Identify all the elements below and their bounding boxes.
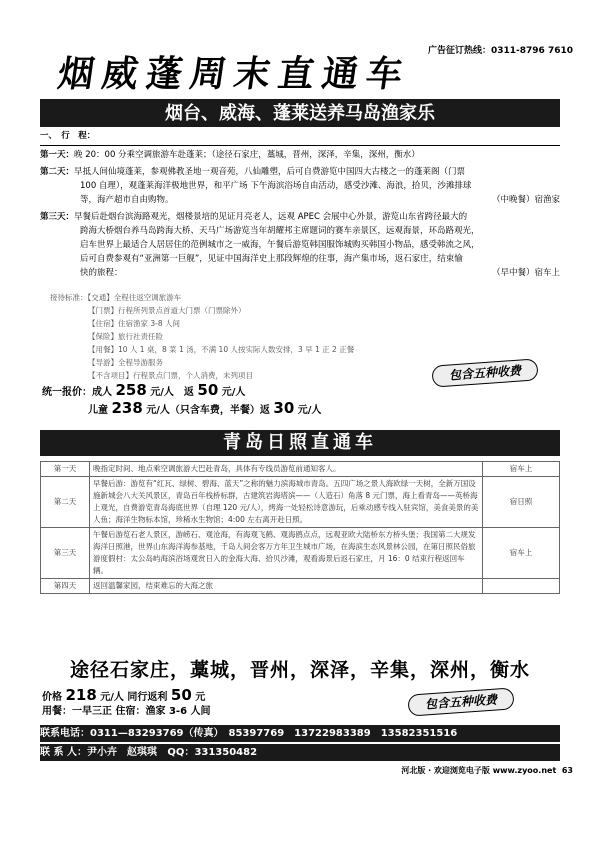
stamp-badge-2: 包含五种收费 — [407, 687, 514, 716]
day2-text-1: 早抵人间仙境蓬莱，参观佛教圣地一观音苑，八仙雕塑，后可自费游览中国四大古楼之一的蓬莱阁（门票 — [74, 167, 466, 177]
stamp-badge-1: 包含五种收费 — [431, 358, 538, 387]
child-price: 238 — [111, 399, 143, 417]
day3-text-1: 早餐后赴烟台滨海路观光，烟楼景培的见证月亮老人，远观 APEC 会展中心外景，游览山东省跨径最大的 — [74, 212, 468, 222]
adult-price: 258 — [115, 381, 147, 399]
adult-rebate-unit: 元/人 — [221, 387, 246, 398]
meal-stay-line — [42, 705, 211, 719]
ad-hotline: 广告征订热线：0311-8796 7610 — [427, 46, 573, 56]
adult-rebate: 50 — [197, 381, 219, 399]
day1-text: 晚 20：00 分乘空调旅游车赴蓬莱；（途径石家庄，藁城，晋州，深泽，辛集，深州，衡水） — [74, 150, 420, 160]
row-stay: 宿车上 — [483, 528, 560, 579]
notes-line-4: 【用餐】10 人 1 桌，8 菜 1 汤，不满 10 人按实际人数安排，3 早 1 正 2 正餐 — [88, 345, 355, 354]
page-number: 63 — [561, 766, 573, 775]
day3-line5 — [40, 267, 560, 281]
price-prefix: 统一报价： — [42, 387, 92, 398]
row-stay: 宿日照 — [483, 477, 560, 528]
itinerary-table — [40, 461, 560, 594]
day2-text-3: 等，海产超市自由购物。 — [80, 195, 174, 205]
day2-label: 第二天： — [40, 167, 75, 177]
phone-label: 联系电话： — [40, 728, 90, 739]
row-content: 晚指定时间、地点乘空调旅游大巴赴青岛，具体有专线员游览前通知客人。 — [90, 462, 483, 477]
price2-value: 218 — [65, 686, 97, 704]
child-rebate: 30 — [273, 399, 295, 417]
rebate2-value: 50 — [170, 686, 192, 704]
row-day: 第一天 — [41, 462, 90, 477]
section2-banner-title: 青岛日照直通车 — [223, 432, 377, 453]
row-content: 午餐后游览石老人景区，游崂石、观沧海，有海观飞鹤、观海鸥点点，远观亚欧大陆桥东方桥头堡；我国第二大规发海洋日照港，世界山东海洋海参基地，千岛人间会客万方年卫生城市广场，在海滨生态风景林公园，在第日照民俗旅游度假村：太公岛屿海滨浴场观赏日入的金海大海、拾贝沙滩，观看海景后返石家庄，月 16：0 结束行程返回车辆。 — [90, 528, 483, 579]
day2-line3 — [40, 194, 560, 208]
notes-line-0: 接待标准：【交通】全程往返空调旅游车 — [50, 293, 182, 302]
contact-person-bar — [40, 744, 560, 761]
itinerary-heading: 一、 行 程： — [40, 131, 96, 141]
price-line-child — [88, 399, 321, 420]
child-desc: 元/人（只含车费，半餐）返 — [146, 405, 270, 416]
child-rebate-unit: 元/人 — [297, 405, 322, 416]
contact-phone-bar — [40, 725, 560, 742]
adult-unit: 元/人 返 — [150, 387, 194, 398]
stay-label: 住宿： — [115, 706, 146, 717]
qq-label: QQ： — [167, 747, 195, 758]
price-line-2 — [42, 686, 205, 707]
child-label: 儿童 — [88, 405, 108, 416]
notes-line-6: 【不含项目】行程景点门票，个人消费，未列项目 — [88, 371, 253, 380]
day2-line2: 100 自理），观蓬莱海洋极地世界，和平广场 下午海滨浴场自由活动，感受沙滩、海浪，拾贝，沙滩排球 — [80, 181, 472, 191]
main-title: 烟威蓬周末直通车 — [55, 54, 413, 95]
route-text: 途径石家庄，藁城，晋州，深泽，辛集，深州，衡水 — [69, 659, 530, 681]
table-row — [41, 579, 560, 594]
adult-label: 成人 — [92, 387, 112, 398]
day3-line1 — [40, 211, 560, 225]
section1-banner-title: 烟台、威海、蓬莱送养马岛渔家乐 — [165, 103, 435, 124]
phone-numbers: 0311—83293769（传真） 85397769 13722983389 13582351516 — [90, 728, 458, 739]
table-row — [41, 477, 560, 528]
day3-meal: （早中餐）宿车上 — [491, 268, 560, 278]
price2-unit: 元/人 — [100, 692, 124, 703]
divider — [40, 145, 560, 146]
day3-text-5: 快的旅程： — [80, 268, 123, 278]
table-row — [41, 462, 560, 477]
row-stay — [483, 579, 560, 594]
day3-line3: 启车世界上最适合人居居住的范例城市之一威海，午餐后游览韩国服饰城购买韩国小物品，感受韩流之风， — [80, 240, 480, 250]
day3-label: 第三天： — [40, 212, 75, 222]
person-label: 联 系 人： — [40, 747, 87, 758]
notes-line-1: 【门票】行程所列景点首道大门票（门票除外） — [88, 306, 246, 315]
price2-label: 价格 — [42, 692, 62, 703]
qq-number: 331350482 — [194, 747, 258, 758]
footer — [401, 765, 573, 776]
day2-line1 — [40, 166, 560, 180]
row-content: 早餐后游：游览有“红瓦、绿树、碧海、蓝天”之称的魅力滨海城市青岛。五四广场之景人海欧绿一天树，全新万国设施新城会八大关风景区，青岛百年栈桥标群，古建筑岩海塔滨——（人造石）角落 8 元门票，海上看青岛——英桥海上观光，自费游览青岛海底世界（自理 120 元/人），烤海一处轻松诗意游玩，后乘动感专线入驻宾馆，美食美景的美人鱼；海洋生物标本馆，珍稀水生物馆；4:00 左右离开赴日照。 — [90, 477, 483, 528]
row-stay: 宿车上 — [483, 462, 560, 477]
table-row — [41, 528, 560, 579]
notes-line-5: 【导游】全程导游服务 — [88, 358, 163, 367]
row-content: 返回温馨家园，结束难忘的大海之旅 — [90, 579, 483, 594]
stay-value: 渔家 3-6 人间 — [145, 706, 211, 717]
rebate2-unit: 元 — [195, 692, 206, 703]
row-day: 第二天 — [41, 477, 90, 528]
day1-label: 第一天： — [40, 150, 75, 160]
day3-line2: 跨海大桥烟台养马岛跨海大桥、天马广场游览当年胡耀邦主席题词的赛车亲景区，远观海景，环岛路观光， — [80, 226, 480, 236]
meal-label: 用餐： — [42, 706, 72, 717]
footer-text: 河北版 · 欢迎浏览电子版 www.zyoo.net — [401, 766, 557, 775]
day1-line — [40, 149, 560, 163]
notes-line-3: 【保险】旅行社责任险 — [88, 332, 163, 341]
meal-value: 一早三正 — [72, 706, 112, 717]
day3-line4: 后可自费参观有“亚洲第一巨舰”，见证中国海洋史上那段辉煌的往事，海产集市场，返石家庄，结束愉 — [80, 254, 463, 264]
notes-line-2: 【住宿】住宿渔家 3-8 人间 — [88, 319, 181, 328]
rebate2-label: 同行返利 — [127, 692, 168, 703]
row-day: 第四天 — [41, 579, 90, 594]
person-names: 尹小卉 赵琪琪 — [86, 747, 157, 758]
row-day: 第三天 — [41, 528, 90, 579]
day2-meal: （中晚餐）宿渔家 — [491, 195, 560, 205]
